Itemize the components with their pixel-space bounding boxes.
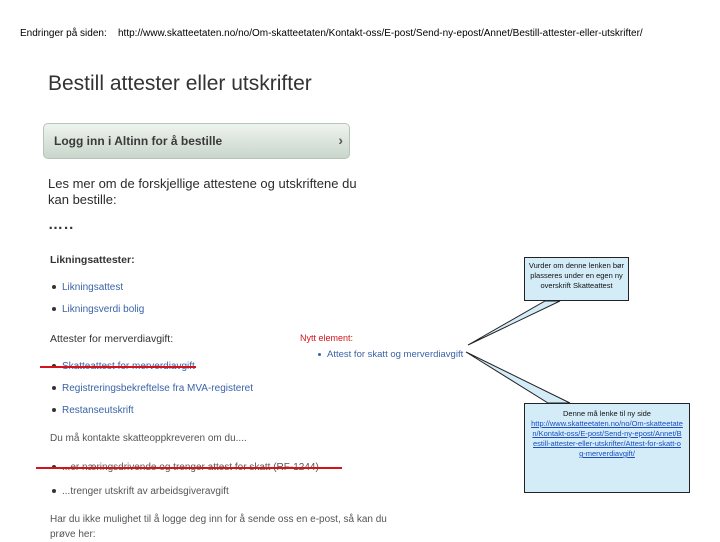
callout-note-top: Vurder om denne lenken bør plasseres under en egen ny overskrift Skatteattest [524,257,629,301]
list-item[interactable]: Restanseutskrift [52,405,134,416]
new-element-label: Nytt element: [300,333,354,343]
footer-text: Har du ikke mulighet til å logge deg inn for å sende oss en e-post, så kan du prøve her: [50,514,387,540]
callout-note-bottom [524,403,690,493]
intro-text: Les mer om de forskjellige attestene og utskriftene du kan bestille: [48,176,357,207]
omitted-content-marker: ….. [48,216,75,233]
section-heading-mva: Attester for merverdiavgift: [50,333,174,345]
list-item[interactable]: Likningsattest [52,282,123,293]
list-item[interactable]: Registreringsbekreftelse fra MVA-registeret [52,383,253,394]
list-item[interactable]: Likningsverdi bolig [52,304,144,315]
login-button-label: Logg inn i Altinn for å bestille [54,134,223,148]
callout-pointer-top [468,301,560,345]
page-title: Bestill attester eller utskrifter [48,72,312,95]
page-url: http://www.skatteetaten.no/no/Om-skatteetaten/Kontakt-oss/E-post/Send-ny-epost/Annet/Bestill-attester-eller-utskrifter/ [118,28,643,39]
new-element-item[interactable]: Attest for skatt og merverdiavgift [318,349,463,360]
contact-text: Du må kontakte skatteoppkreveren om du.... [50,433,247,444]
section-heading-likning: Likningsattester: [50,254,135,266]
callout-bottom-link[interactable]: http://www.skatteetaten.no/no/Om-skatteetaten/Kontakt-oss/E-post/Send-ny-epost/Annet/Bestill-attester-eller-utskrifter/Attest-for-skatt-og-merverdiavgift/ [531,419,683,458]
callout-bottom-text: Denne må lenke til ny side [563,409,651,418]
changes-label: Endringer på siden: [20,28,107,39]
callout-pointer-bottom [466,352,570,403]
list-item: ...trenger utskrift av arbeidsgiveravgift [52,486,229,497]
chevron-right-icon: › [338,132,343,148]
